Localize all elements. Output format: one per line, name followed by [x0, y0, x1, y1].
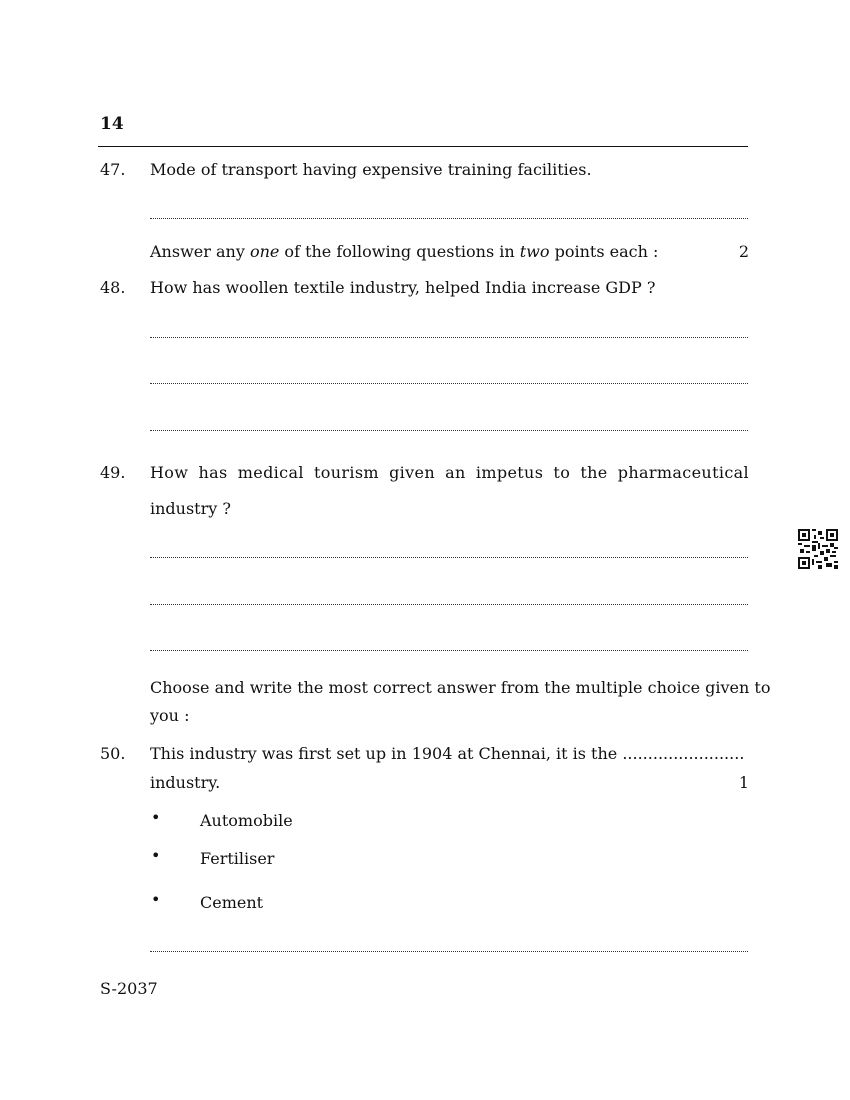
header-rule: [98, 146, 748, 147]
instruction-multiple-choice-line2: you :: [150, 706, 190, 725]
answer-line-48-2: [150, 383, 748, 384]
instruction-emphasis-one: one: [249, 242, 280, 261]
question-text-48: How has woollen textile industry, helped India increase GDP ?: [150, 278, 656, 297]
instruction-multiple-choice-line1: Choose and write the most correct answer from the multiple choice given to: [150, 678, 771, 697]
option-bullet: •: [151, 846, 161, 865]
question-text-49-line2: industry ?: [150, 499, 231, 518]
answer-line-49-2: [150, 604, 748, 605]
question-text-50-line1: This industry was first set up in 1904 at Chennai, it is the ........................: [150, 744, 745, 763]
marks-1: 1: [738, 773, 749, 792]
answer-line-49-1: [150, 557, 748, 558]
paper-code: S-2037: [100, 979, 158, 998]
answer-line-50: [150, 951, 748, 952]
option-bullet: •: [151, 808, 161, 827]
answer-line-49-3: [150, 650, 748, 651]
instruction-emphasis-two: two: [519, 242, 550, 261]
answer-line-48-3: [150, 430, 748, 431]
page-number: 14: [100, 114, 124, 134]
option-cement: Cement: [200, 893, 264, 912]
option-fertiliser: Fertiliser: [200, 849, 275, 868]
question-number-48: 48.: [100, 278, 126, 297]
question-text-47: Mode of transport having expensive training facilities.: [150, 160, 592, 179]
question-number-49: 49.: [100, 463, 126, 482]
qr-code-icon: [798, 529, 838, 569]
instruction-text-c: points each :: [549, 242, 659, 261]
question-text-50-line2: industry.: [150, 773, 221, 792]
option-automobile: Automobile: [200, 811, 293, 830]
answer-line-48-1: [150, 337, 748, 338]
question-number-50: 50.: [100, 744, 126, 763]
marks-2: 2: [738, 242, 749, 261]
question-number-47: 47.: [100, 160, 126, 179]
option-bullet: •: [151, 890, 161, 909]
instruction-text-a: Answer any: [150, 242, 250, 261]
instruction-two-points: [150, 242, 658, 261]
question-text-49-line1: How has medical tourism given an impetus to the pharmaceutical: [150, 463, 749, 482]
answer-line-47: [150, 218, 748, 219]
instruction-text-b: of the following questions in: [279, 242, 520, 261]
